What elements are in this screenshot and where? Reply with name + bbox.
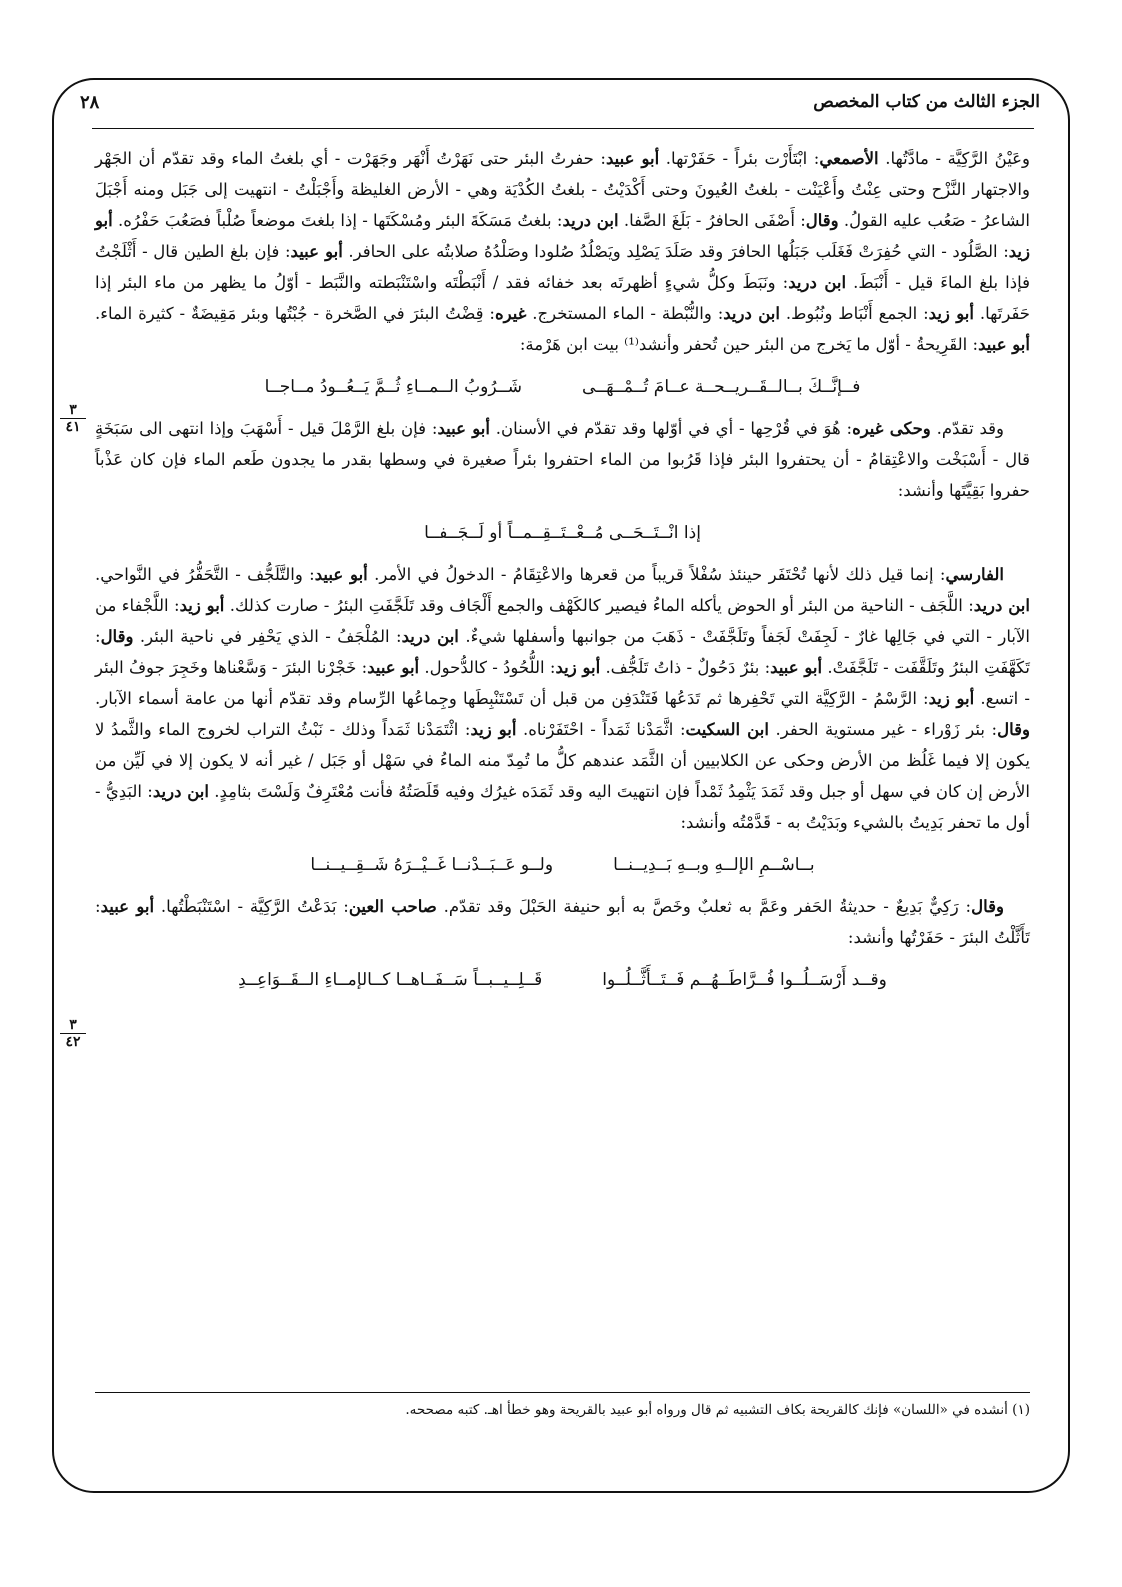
margin-reference [60,403,86,434]
speaker-name: وقال [100,627,134,646]
footnote-rule [95,1392,1030,1393]
text-segment: : بلغتُ مَسَكَةَ البئر ومُسْكَتَها - إذا بلغتَ موضعاً صُلْباً فصَعُبَ حَفْرُه. [112,211,563,230]
margin-ref-page: ٤٢ [65,1034,81,1050]
speaker-name: ابن دريد [152,782,209,801]
speaker-name: ابن دريد [973,596,1030,615]
text-segment: : خَجْرْنا البئرَ - وَسَّعْناها وخَجِرَ جوفُ البئر - اتسع. [95,658,1030,708]
text-segment: : اثَّمَدْنا ثَمَداً - احْتَفَرْناه. [516,720,686,739]
text-segment: : البَدِيُّ - أول ما تحفر بَدِيتُ بالشيء وبَدَيْتُ به - قَدَّمْتُه وأنشد: [95,782,1030,832]
speaker-name: أبو زيد [928,689,975,708]
text-segment: : تَأَثَّلْتُ البئرَ - حَفَرْتُها وأنشد: [95,897,1030,947]
verse-line [95,372,1030,403]
text-segment: : بَدَعْتُ الرَّكِيَّة - اسْتَنْبَطْتُها. [154,897,349,916]
text-segment: : تَكَهَّفَتِ البئرُ وتَلَقَّفَت - تَلَجَّفَتْ. [95,627,1030,677]
speaker-name: ابن دريد [562,211,619,230]
text-segment: : المُلْجَفُ - الذي يَحْفِر في ناحية البئر. [133,627,402,646]
text-segment: : الرَّسْمُ - الرَّكِيَّة التي تَحْفِرها ثم تَدَعُها فَتَنْدَفِن من قبل أن تَسْتَنْبِطَها وجِماعُها الرِّسام وقد تقدّم أنها من عامة أسماء الآبار. [95,689,929,708]
speaker-name: أبو زيد [928,304,974,323]
page-number: ٢٨ [80,92,100,113]
text-segment: : القَرِيحةُ - أوّل ما يَخرج من البئر حين تُحفر وأنشد⁽¹⁾ بيت ابن هَرْمة: [519,335,979,354]
text-segment: : بئر زَوْراء - غير مستوية الحفر. [768,720,998,739]
footnote-text: أنشده في «اللسان» فإنك كالقريحة بكاف التشبيه ثم قال ورواه أبو عبيد بالقريحة وهو خطأ اهـ. كتبه مصححه. [405,1402,1008,1418]
speaker-name: صاحب العين [348,897,437,916]
verse-line [95,518,1030,549]
text-segment: وعَيْنُ الرَّكِيَّة - مادَّتُها. [878,149,1030,168]
speaker-name: الفارسي [945,565,1004,584]
speaker-name: ابن السكيت [685,720,769,739]
page-header [80,92,1040,126]
speaker-name: وحكى غيره [852,419,931,438]
text-segment: : قِضْتُ البئرَ في الصَّخرة - جُبْتُها وبئر مَقِيضَةٌ - كثيرة الماء. [95,304,495,323]
text-segment: : هُوَ في قُرْحِها - أي في أوّلها وقد تقدّم في الأسنان. [489,419,853,438]
speaker-name: وقال [997,720,1030,739]
text-segment: : فإن بلغ الرَّمْلَ قيل - أَسْهَبَ وإذا انتهى الى سَبَخَةٍ قال - أَسْبَخْت والاعْتِقامُ - أن يحتفروا البئر فإذا قَرُبوا من الماء احتفروا بئراً صغيرة في وسطها بقدر ما يجدون طَعم الماء فإن كان عَذْباً حفروا بَقِيَّتَها وأنشد: [95,419,1030,500]
text-segment: : اللُّحُودُ - كالدُّحول. [419,658,556,677]
speaker-name: أبو زيد [470,720,517,739]
speaker-name: ابن دريد [401,627,459,646]
verse-hemistich-first: بــاسْــمِ الإلــهِ وبــهِ بَــدِيــنــا [613,855,815,875]
text-segment: وقد تقدّم. [930,419,1004,438]
speaker-name: أبو عبيد [100,897,155,916]
speaker-name: أبو عبيد [978,335,1030,354]
margin-ref-page: ٤١ [65,419,81,435]
verse-hemistich-second: شَــرُوبُ الــمــاءِ ثُــمَّ يَــعُــودُ مــاجــا [264,377,522,397]
text-segment: : إنما قيل ذلك لأنها تُحْتَفَر حينئذ سُفْلاً قريباً من قعرها والاعْتِقَامُ - الدخولُ في الأمر. [367,565,946,584]
speaker-name: الأصمعي [819,149,879,168]
speaker-name: ابن دريد [788,273,847,292]
speaker-name: أبو عبيد [290,242,343,261]
text-segment: : حفرتُ البئر حتى نَهَرْتُ أَنْهَر وجَهَرْت - أي بلغتُ الماء وقد تقدّم أن الجَهْر والاجتهار النَّزْح وحتى عِنْتُ وأَعْيَنْت - بلغتُ العُيونَ وحتى أَكْدَيْتُ - بلغتُ الكُدْيَة وهي - الأرض الغليظة وأَجْبَلْتُ - انتهيت إلى جَبَل ومنه أَجْبَلَ الشاعرُ - صَعُب عليه القولُ. [95,149,1030,230]
verse-line [95,850,1030,881]
text-segment: : الجمع أَنْبَاط ونُبُوط. [779,304,929,323]
paragraph [95,559,1030,838]
text-segment: : والتَّلَجُّف - التَّحَفُّرُ في النَّواحي. [95,565,315,584]
speaker-name: أبو عبيد [437,419,490,438]
paragraph [95,413,1030,506]
paragraph [95,891,1030,953]
main-text [95,143,1030,1006]
verse-hemistich-second: ولــو عَــبَــدْنــا غَــيْــرَهُ شَــقِــيــنــا [310,855,554,875]
text-segment: : اللَّجَف - الناحية من البئر أو الحوض يأكله الماءُ فيصير كالكَهْف والجمع أَلْجَاف وقد تَلَجَّفَتِ البئرُ - صارت كذلك. [224,596,974,615]
speaker-name: أبو زيد [555,658,601,677]
speaker-name: أبو عبيد [605,149,660,168]
running-title: الجزء الثالث من كتاب المخصص [813,92,1040,112]
text-segment: : اللَّجْفاء من الآبار - التي في جَالِها غارٌ - لَجِفَتْ لَجَفاً وتَلَجَّفَتْ - ذَهَبَ من جوانبها وأسفلها شيءٌ. [95,596,1030,646]
text-segment: : ونَبَطَ وكلُّ شيءٍ أظهرتَه بعد خفائه فقد / أَنْبَطْتَه واسْتَنْبَطته والنَّبَط - أوّلُ ما يظهر من ماء البئر إذا حَفَرتَها. [95,273,1030,323]
text-segment: : أَصْفَى الحافرُ - بَلَغَ الصَّفا. [618,211,806,230]
margin-ref-part: ٣ [60,1018,86,1034]
text-segment: : فإن بلغ الطين قال - أَثْلَجْتُ فإذا بلغ الماءَ قيل - أَنْبَطَ. [95,242,1030,292]
speaker-name: أبو عبيد [314,565,368,584]
speaker-name: وقال [971,897,1004,916]
speaker-name: أبو عبيد [367,658,420,677]
speaker-name: أبو عبيد [770,658,823,677]
text-segment: : اثْتَمَدْنا ثَمَداً وذلك - نَبْثُ التراب لخروج الماء والثَّمدُ لا يكون إلا فيما غَلُظ من الأرض وحكى عن الكلابيين أن الثَّمَد عندهم كلُّ ما تُمِدّ منه الماءُ في سَهْل أو جَبَل / غير أنه لا يكون إلا في لَيِّن من الأرض إن كان في سهل أو جبل وقد ثَمَدَ يَثْمِدُ ثَمْداً فإن انتهيتَ اليه وقد ثَمَدَه غيرُك وفيه قَلَصَتُهُ فأنت مُعْتَرِفٌ وَلَسْتَ بثامِدٍ. [95,720,1030,801]
text-segment: : بئرٌ دَحُولٌ - ذاتُ تَلَجُّف. [600,658,771,677]
margin-reference [60,1018,86,1049]
text-segment: : ابْتَأَرْت بئراً - حَفَرْتها. [659,149,820,168]
text-segment: : رَكِيٌّ بَدِيعٌ - حديثةُ الحَفر وعَمَّ به ثعلبٌ وخَصَّ به أبو حنيفة الحَبْلَ وقد تقدّم. [436,897,972,916]
speaker-name: ابن دريد [723,304,780,323]
verse-hemistich-second: قَــلِــيــبــاً سَــفَــاهــا كــالإمــاءِ الــقَــوَاعِــدِ [238,970,543,990]
speaker-name: أبو زيد [95,211,1030,261]
verse-line [95,965,1030,996]
text-segment: : والنُّبْطة - الماء المستخرج. [526,304,724,323]
speaker-name: غيره [494,304,527,323]
text-segment: : الصَّلُود - التي حُفِرَتْ فَغَلَب جَبَلُها الحافرَ وقد صَلَدَ يَصْلِد ويَصْلُدُ صُلودا وصَلْدُهُ صلابتُه على الحافر. [342,242,1009,261]
header-rule [92,128,1034,129]
footnote-number: (١) [1012,1402,1030,1418]
verse-hemistich-first: فــإنَّــكَ بــالــقَــريــحــة عــامَ تُــمْــهَــى [581,377,861,397]
speaker-name: أبو زيد [179,596,225,615]
verse-hemistich-first: وقــد أَرْسَــلُــوا فُــرَّاطَــهُــم فَــتَــأَثَّــلُــوا [602,970,887,990]
paragraph [95,143,1030,360]
speaker-name: وقال [805,211,839,230]
verse-single: إذا انْــتَــحَــى مُــعْــتَــقِــمــاً أو لَــجَــفــا [424,523,701,543]
footnote [95,1398,1030,1422]
margin-ref-part: ٣ [60,403,86,419]
